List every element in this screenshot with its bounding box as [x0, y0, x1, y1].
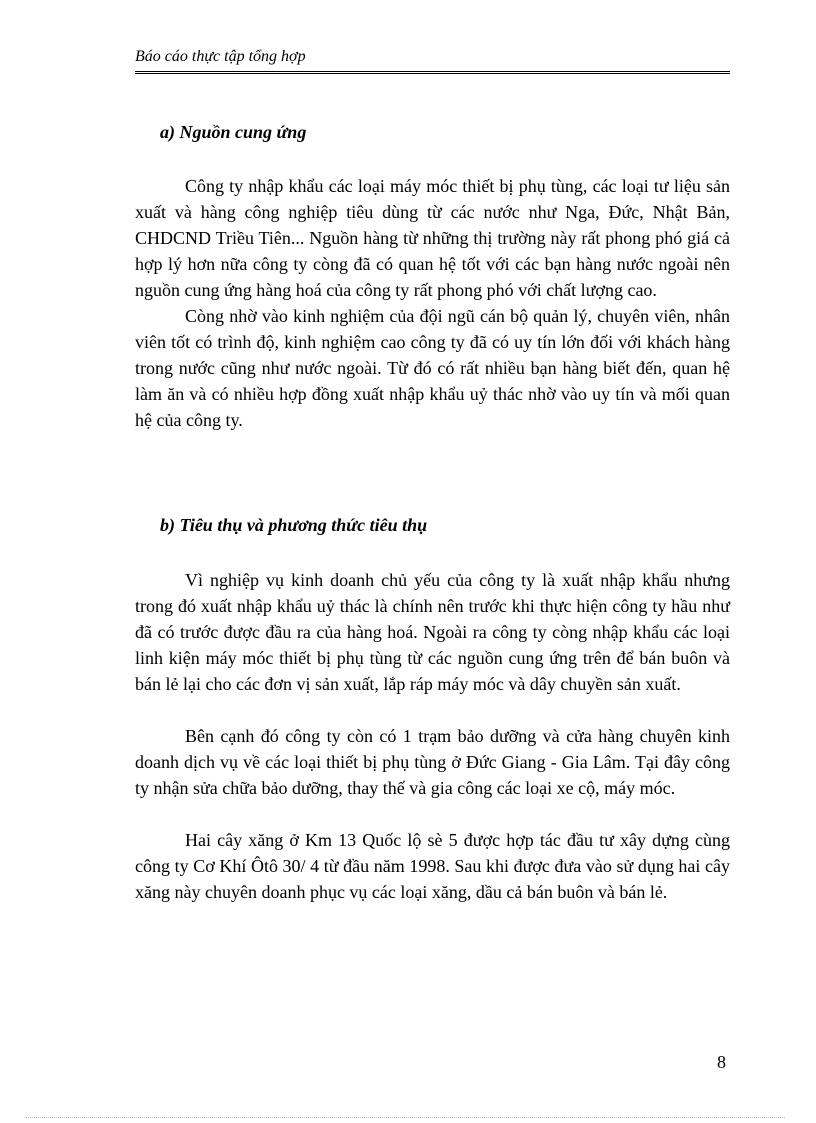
- section-a-paragraph-1: Công ty nhập khẩu các loại máy móc thiết bị phụ tùng, các loại tư liệu sản xuất và hàng công nghiệp tiêu dùng từ các nước như Nga, Đức, Nhật Bản, CHDCND Triều Tiên... Nguồn hàng từ những thị trường này rất phong phó giá cả hợp lý hơn nữa công ty còng đã có quan hệ tốt với các bạn hàng nước ngoài nên nguồn cung ứng hàng hoá của công ty rất phong phó với chất lượng cao.: [135, 176, 730, 300]
- section-a-body: [135, 173, 730, 433]
- section-b-heading: b) Tiêu thụ và phương thức tiêu thụ: [160, 515, 428, 535]
- section-a-paragraph-2: Còng nhờ vào kinh nghiệm của đội ngũ cán bộ quản lý, chuyên viên, nhân viên tốt có trình độ, kinh nghiệm cao công ty đã có uy tín lớn đối với khách hàng trong nước cũng như nước ngoài. Từ đó có rất nhiều bạn hàng biết đến, quan hệ làm ăn và có nhiều hợp đồng xuất nhập khẩu uỷ thác nhờ vào uy tín và mối quan hệ của công ty.: [135, 306, 730, 430]
- page-number: 8: [717, 1052, 726, 1072]
- running-header: Báo cáo thực tập tổng hợp: [135, 48, 306, 65]
- section-b-paragraph-1: Vì nghiệp vụ kinh doanh chủ yếu của công ty là xuất nhập khẩu nhưng trong đó xuất nhập khẩu uỷ thác là chính nên trước khi thực hiện công ty hầu như đã có trước được đầu ra của hàng hoá. Ngoài ra công ty còng nhập khẩu các loại linh kiện máy móc thiết bị phụ tùng từ các nguồn cung ứng trên để bán buôn và bán lẻ lại cho các đơn vị sản xuất, lắp ráp máy móc và dây chuyền sản xuất.: [135, 570, 730, 694]
- header-rule: [135, 71, 730, 74]
- section-b-paragraph-2: Bên cạnh đó công ty còn có 1 trạm bảo dưỡng và cửa hàng chuyên kinh doanh dịch vụ về các loại thiết bị phụ tùng ở Đức Giang - Gia Lâm. Tại đây công ty nhận sửa chữa bảo dưỡng, thay thế và gia công các loại xe cộ, máy móc.: [135, 726, 730, 798]
- paragraph-spacer: [135, 801, 730, 827]
- section-b-body: [135, 567, 730, 905]
- section-a-heading: a) Nguồn cung ứng: [160, 122, 307, 142]
- page-bottom-border: [25, 1117, 785, 1118]
- section-b-paragraph-3: Hai cây xăng ở Km 13 Quốc lộ sè 5 được hợp tác đầu tư xây dựng cùng công ty Cơ Khí Ôtô 30/ 4 từ đầu năm 1998. Sau khi được đưa vào sử dụng hai cây xăng này chuyên doanh phục vụ các loại xăng, dầu cả bán buôn và bán lẻ.: [135, 830, 730, 902]
- paragraph-spacer: [135, 697, 730, 723]
